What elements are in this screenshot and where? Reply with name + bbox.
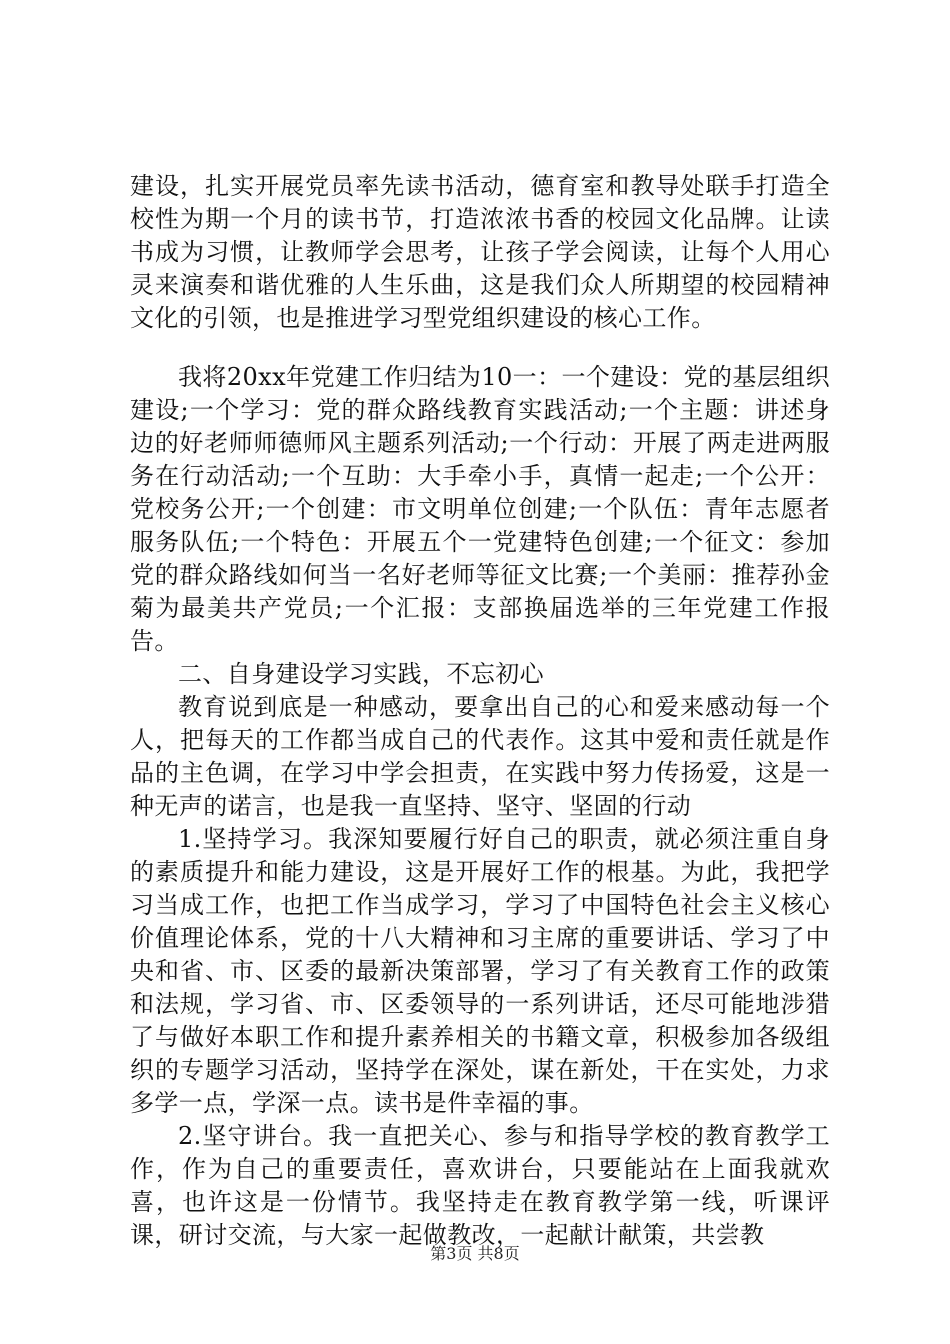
page-footer: 第3页 共8页: [430, 1244, 520, 1263]
paragraph-education-intro: 教育说到底是一种感动，要拿出自己的心和爱来感动每一个人，把每天的工作都当成自己的代表作。这其中爱和责任就是作品的主色调，在学习中学会担责，在实践中努力传扬爱，这是一种无声的诺言，也是我一直坚持、坚守、坚固的行动: [130, 693, 830, 820]
paragraph-continuation: 建设，扎实开展党员率先读书活动，德育室和教导处联手打造全校性为期一个月的读书节，打造浓浓书香的校园文化品牌。让读书成为习惯，让教师学会思考，让孩子学会阅读，让每个人用心灵来演奏和谐优雅的人生乐曲，这是我们众人所期望的校园精神文化的引领，也是推进学习型党组织建设的核心工作。: [130, 172, 830, 332]
section-heading: 二、自身建设学习实践，不忘初心: [178, 660, 544, 688]
paragraph-party-work-summary: 我将20xx年党建工作归结为10一：一个建设：党的基层组织建设;一个学习：党的群众路线教育实践活动;一个主题：讲述身边的好老师师德师风主题系列活动;一个行动：开展了两走进两服务在行动活动;一个互助：大手牵小手，真情一起走;一个公开：党校务公开;一个创建：市文明单位创建;一个队伍：青年志愿者服务队伍;一个特色：开展五个一党建特色创建;一个征文：参加党的群众路线如何当一名好老师等征文比赛;一个美丽：推荐孙金菊为最美共产党员;一个汇报：支部换届选举的三年党建工作报告。: [130, 363, 830, 655]
document-body: [130, 170, 830, 1252]
paragraph-persist-learning: 1.坚持学习。我深知要履行好自己的职责，就必须注重自身的素质提升和能力建设，这是开展好工作的根基。为此，我把学习当成工作，也把工作当成学习，学习了中国特色社会主义核心价值理论体系，党的十八大精神和习主席的重要讲话、学习了中央和省、市、区委的最新决策部署，学习了有关教育工作的政策和法规，学习省、市、区委领导的一系列讲话，还尽可能地涉猎了与做好本职工作和提升素养相关的书籍文章，积极参加各级组织的专题学习活动，坚持学在深处，谋在新处，干在实处，力求多学一点，学深一点。读书是件幸福的事。: [130, 825, 830, 1117]
paragraph-stick-to-podium: 2.坚守讲台。我一直把关心、参与和指导学校的教育教学工作，作为自己的重要责任，喜欢讲台，只要能站在上面我就欢喜，也许这是一份情节。我坚持走在教育教学第一线，听课评课，研讨交流，与大家一起做教改，一起献计献策，共尝教: [130, 1122, 830, 1249]
